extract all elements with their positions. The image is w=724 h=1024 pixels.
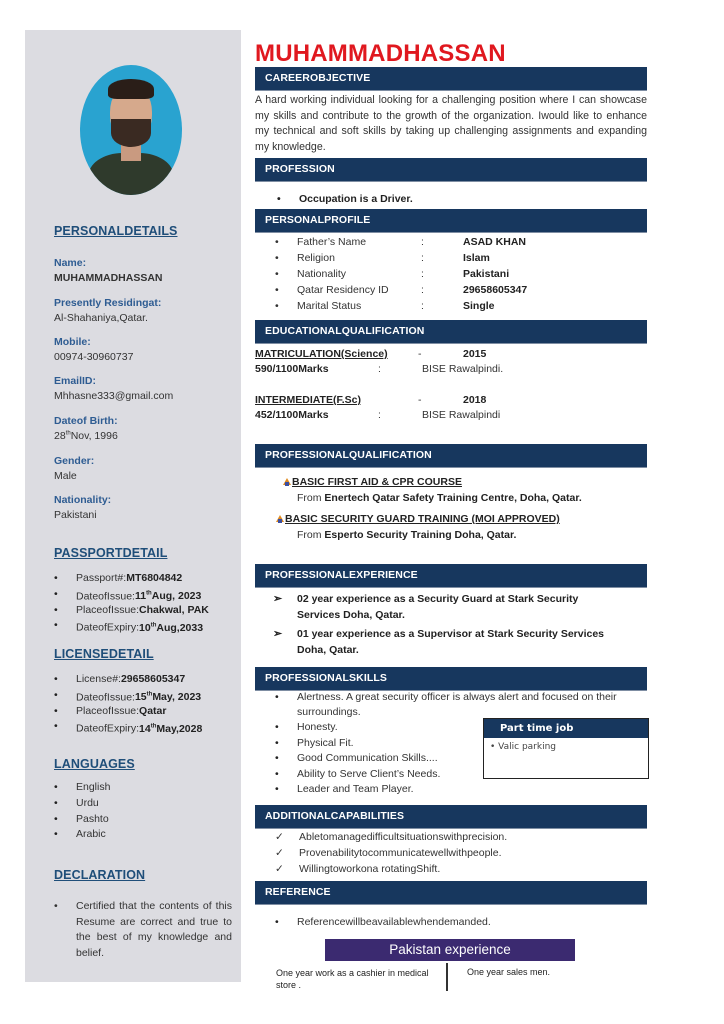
career-objective-header: CAREEROBJECTIVE [255,67,647,91]
dob-value: 28thNov, 1996 [54,430,118,442]
name-value: MUHAMMADHASSAN [54,272,163,284]
qualification-source: From Enertech Qatar Safety Training Centre, Doha, Qatar. [297,492,582,504]
nationality-label: Nationality: [54,494,112,506]
divider [446,963,448,991]
arrow-bullet-icon [283,478,291,485]
part-time-job-box [483,718,649,779]
passport-issue-date: • DateofIssue:11thAug, 2023 [54,587,209,603]
experience-item: ➢ 02 year experience as a Security Guard at Stark Security Services Doha, Qatar. [273,591,623,623]
photo-beard [111,119,151,147]
pakistan-experience-header: Pakistan experience [325,939,575,961]
profession-list [275,191,413,207]
pakistan-experience-left: One year work as a cashier in medical store . [276,968,429,990]
declaration [54,899,232,961]
arrow-bullet-icon [276,515,284,522]
professional-skills-header: PROFESSIONALSKILLS [255,667,647,691]
mobile-label: Mobile: [54,336,91,348]
dob-label: Dateof Birth: [54,415,118,427]
language-item: • English [54,780,110,796]
education-marks-row: 452/1100Marks : BISE Rawalpindi [255,409,501,421]
skill-item: • Physical Fit. [273,736,618,752]
additional-capabilities-header: ADDITIONALCAPABILITIES [255,805,647,829]
license-heading: LICENSEDETAIL [54,647,154,661]
license-expiry-date: • DateofExpiry:14thMay,2028 [54,719,202,735]
candidate-name: MUHAMMADHASSAN [255,40,506,67]
languages-heading: LANGUAGES [54,757,135,771]
skill-item: • Alertness. A great security officer is always alert and focused on their surroundings. [273,690,618,720]
career-objective-text: A hard working individual looking for a challenging position where I can showcase my skills and contribute to the growth of the organization. Iwould like to enhance my technical and soft skills by taking up challenging assignments and expanding my knowledge. [255,94,647,153]
professional-experience-header: PROFESSIONALEXPERIENCE [255,564,647,588]
reference-list [273,914,491,930]
reference-header: REFERENCE [255,881,647,905]
language-item: • Arabic [54,827,110,843]
languages-list [54,780,110,843]
residing-label: Presently Residingat: [54,297,162,309]
capability-item: ✓ Provenabilitytocommunicatewellwithpeople. [275,845,507,861]
capability-item: ✓ Abletomanagedifficultsituationswithprecision. [275,829,507,845]
education-marks-row: 590/1100Marks : BISE Rawalpindi. [255,363,504,375]
language-item: • Pashto [54,812,110,828]
professional-qualification-header: PROFESSIONALQUALIFICATION [255,444,647,468]
experience-item: ➢ 01 year experience as a Supervisor at Stark Security Services Doha, Qatar. [273,626,623,658]
license-issue-date: • DateofIssue:15thMay, 2023 [54,688,202,704]
personal-details-heading: PERSONALDETAILS [54,224,178,238]
bullet-icon: • [54,900,58,912]
gender-value: Male [54,470,77,482]
language-item: • Urdu [54,796,110,812]
qualification-source: From Esperto Security Training Doha, Qatar. [297,529,517,541]
profile-photo [80,65,182,195]
declaration-heading: DECLARATION [54,868,146,882]
profession-item: • Occupation is a Driver. [275,191,413,207]
skill-item: • Leader and Team Player. [273,782,618,798]
gender-label: Gender: [54,455,95,467]
reference-item: • Referencewillbeavailablewhendemanded. [273,914,491,930]
passport-expiry-date: • DateofExpiry:10thAug,2033 [54,618,209,634]
education-title-row: MATRICULATION(Science) - 2015 [255,348,487,360]
part-time-job-heading: Part time job [484,719,648,738]
nationality-value: Pakistani [54,509,97,521]
experience-list [273,591,623,658]
qualification-title: BASIC SECURITY GUARD TRAINING (MOI APPROVED) [276,513,560,525]
qualification-title: BASIC FIRST AID & CPR COURSE [283,476,462,488]
declaration-text: Certified that the contents of this Resume are correct and true to the best of my knowledge and belief. [76,900,232,959]
email-label: EmailID: [54,375,97,387]
mobile-value: 00974-30960737 [54,351,134,363]
capabilities-list [275,829,507,877]
passport-number: • Passport#:MT6804842 [54,571,209,587]
passport-issue-place: • PlaceofIssue:Chakwal, PAK [54,603,209,619]
license-issue-place: • PlaceofIssue:Qatar [54,704,202,720]
residing-value: Al-Shahaniya,Qatar. [54,312,148,324]
education-title-row: INTERMEDIATE(F.Sc) - 2018 [255,394,487,406]
capability-item: ✓ Willingtoworkona rotatingShift. [275,861,507,877]
passport-list [54,571,209,634]
part-time-job-item: • Valic parking [490,742,557,752]
profession-header: PROFESSION [255,158,647,182]
education-header: EDUCATIONALQUALIFICATION [255,320,647,344]
license-list [54,672,202,735]
passport-heading: PASSPORTDETAIL [54,546,168,560]
email-value: Mhhasne333@gmail.com [54,390,174,402]
skill-item: • Ability to Serve Client’s Needs. [273,767,618,783]
personal-profile-header: PERSONALPROFILE [255,209,647,233]
photo-hair [108,79,154,99]
skill-item: • Honesty. [273,720,618,736]
skill-item: • Good Communication Skills.... [273,751,618,767]
name-label: Name: [54,257,87,269]
license-number: • License#:29658605347 [54,672,202,688]
pakistan-experience-right: One year sales men. [467,967,551,977]
